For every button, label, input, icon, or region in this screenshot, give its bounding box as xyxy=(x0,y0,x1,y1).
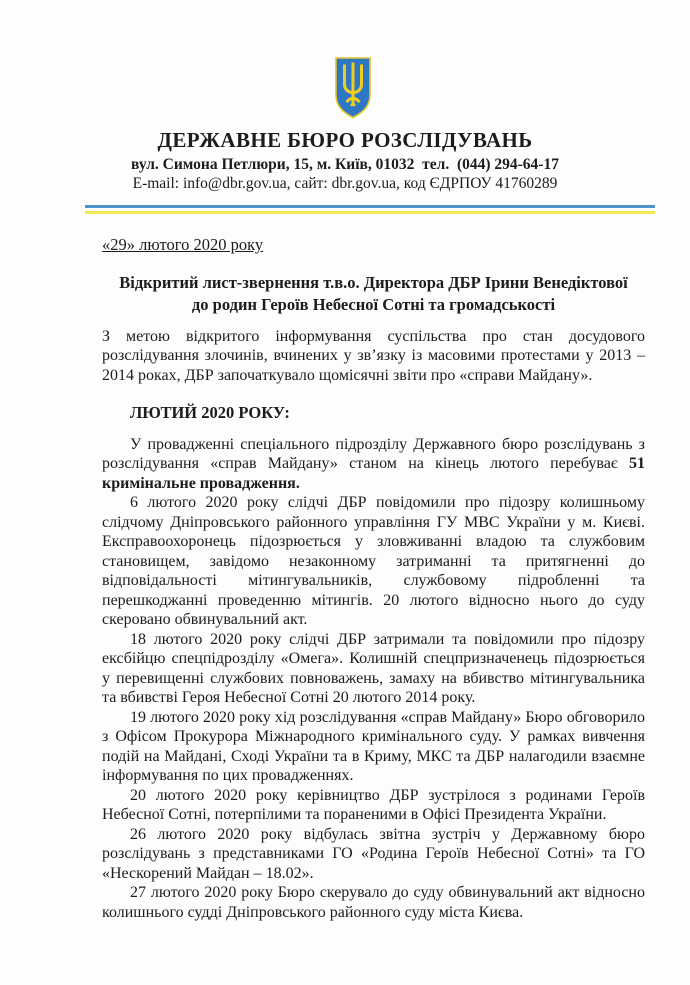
date-line: «29» лютого 2020 року xyxy=(102,235,264,254)
body-paragraph: 18 лютого 2020 року слідчі ДБР затримали та повідомили про підозру ексбійцю спецпідрозділу «Омега». Колишній спецпризначенець підозрюється у перевищенні службових повноважень, замаху на вбивство мітингувальника та вбивстві Героя Небесної Сотні 20 лютого 2014 року. xyxy=(102,630,645,706)
body-paragraph: 19 лютого 2020 року хід розслідування «справ Майдану» Бюро обговорило з Офісом Прокурора Міжнародного кримінального суду. У рамках вивчення подій на Майдані, Сході України та в Криму, МКС та ДБР налагодили взаємне інформування по цих провадженнях. xyxy=(102,708,645,784)
body-paragraphs xyxy=(102,435,645,923)
divider-yellow-bar xyxy=(85,211,655,214)
body-paragraph: 6 лютого 2020 року слідчі ДБР повідомили про підозру колишньому слідчому Дніпровського районного управління ГУ МВС України у м. Києві. Експравоохоронець підозрюється у зловживанні владою та службовим становищем, завідомо незаконному затриманні та притягненні до відповідальності мітингувальників, службовому підробленні та перешкоджанні проведенню мітингів. 20 лютого відносно нього до суду скеровано обвинувальний акт. xyxy=(102,494,645,628)
body-paragraph: 20 лютого 2020 року керівництво ДБР зустрілося з родинами Героїв Небесної Сотні, потерпілими та пораненими в Офісі Президента України. xyxy=(102,786,645,823)
document-title: Відкритий лист-звернення т.в.о. Директора ДБР Ірини Венедіктової до родин Героїв Небесної Сотні та громадськості xyxy=(119,272,628,314)
letterhead-address: вул. Симона Петлюри, 15, м. Київ, 01032 тел. (044) 294-64-17 xyxy=(131,156,559,173)
flag-divider xyxy=(85,205,655,214)
body-paragraph: 26 лютого 2020 року відбулась звітна зустріч у Державному бюро розслідувань з представниками ГО «Родина Героїв Небесної Сотні» та ГО «Нескорений Майдан – 18.02». xyxy=(102,825,645,882)
letterhead-contacts: E-mail: info@dbr.gov.ua, сайт: dbr.gov.ua, код ЄДРПОУ 41760289 xyxy=(132,175,558,192)
letter-body xyxy=(102,235,645,922)
body-paragraph: 27 лютого 2020 року Бюро скерувало до суду обвинувальний акт відносно колишнього судді Дніпровського районного суду міста Києва. xyxy=(102,884,645,921)
coat-of-arms-icon xyxy=(334,57,372,119)
body-paragraph: У провадженні спеціального підрозділу Державного бюро розслідувань з розслідування «справ Майдану» станом на кінець лютого перебуває 51 кримінальне провадження. xyxy=(102,435,645,492)
organization-name: ДЕРЖАВНЕ БЮРО РОЗСЛІДУВАНЬ xyxy=(157,128,533,152)
intro-paragraph: З метою відкритого інформування суспільства про стан досудового розслідування злочинів, вчинених у зв’язку із масовими протестами у 2013 – 2014 роках, ДБР започаткувало щомісячні звіти про «справи Майдану». xyxy=(102,327,645,384)
letterhead xyxy=(0,57,690,214)
section-heading-february-2020: ЛЮТИЙ 2020 РОКУ: xyxy=(130,403,290,422)
